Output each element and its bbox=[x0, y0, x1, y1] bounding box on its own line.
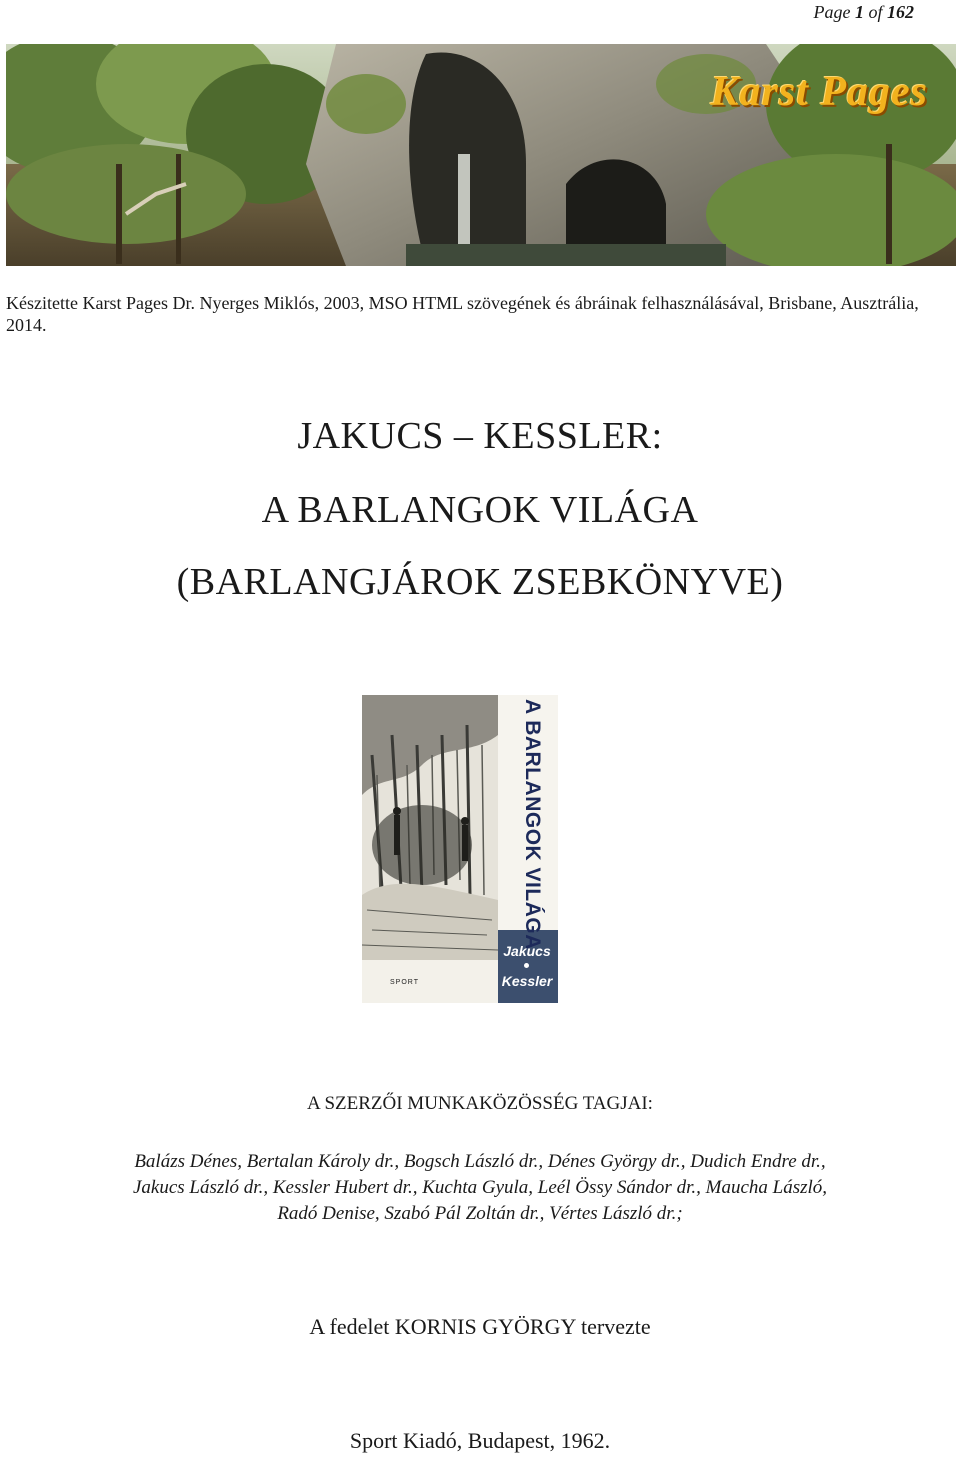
cover-separator-dot bbox=[524, 963, 529, 968]
title-line-2: A BARLANGOK VILÁGA bbox=[261, 489, 699, 531]
credit-text: Készitette Karst Pages Dr. Nyerges Miklós, 2003, MSO HTML szövegének és ábráinak felhasználásával, Brisbane, Ausztrália, 2014. bbox=[6, 293, 919, 335]
banner-title: Karst Pages bbox=[710, 69, 928, 115]
cover-author-1: Jakucs bbox=[503, 943, 551, 959]
publisher-line: Sport Kiadó, Budapest, 1962. bbox=[349, 1428, 611, 1453]
cover-designer: A fedelet KORNIS GYÖRGY tervezte bbox=[309, 1314, 651, 1339]
page-number bbox=[814, 2, 915, 23]
title-line-3: (BARLANGJÁROK ZSEBKÖNYVE) bbox=[176, 561, 784, 603]
cover-author-2: Kessler bbox=[501, 973, 553, 989]
header-banner bbox=[6, 44, 956, 266]
members-list bbox=[0, 1149, 960, 1227]
title-line-1: JAKUCS – KESSLER: bbox=[297, 415, 663, 457]
members-heading: A SZERZŐI MUNKAKÖZÖSSÉG TAGJAI: bbox=[307, 1093, 653, 1114]
members-line: Balázs Dénes, Bertalan Károly dr., Bogsch László dr., Dénes György dr., Dudich Endre dr., bbox=[134, 1151, 826, 1172]
members-line: Jakucs László dr., Kessler Hubert dr., Kuchta Gyula, Leél Össy Sándor dr., Maucha László, bbox=[132, 1177, 828, 1198]
members-line: Radó Denise, Szabó Pál Zoltán dr., Vértes László dr.; bbox=[277, 1203, 683, 1224]
page-label: Page bbox=[813, 2, 851, 22]
page-total: 162 bbox=[887, 2, 914, 22]
cover-publisher: SPORT bbox=[390, 979, 419, 986]
page-of: of bbox=[868, 2, 883, 22]
book-cover bbox=[362, 695, 558, 1003]
page-current: 1 bbox=[854, 2, 864, 22]
cover-title: A BARLANGOK VILÁGA bbox=[521, 699, 544, 950]
